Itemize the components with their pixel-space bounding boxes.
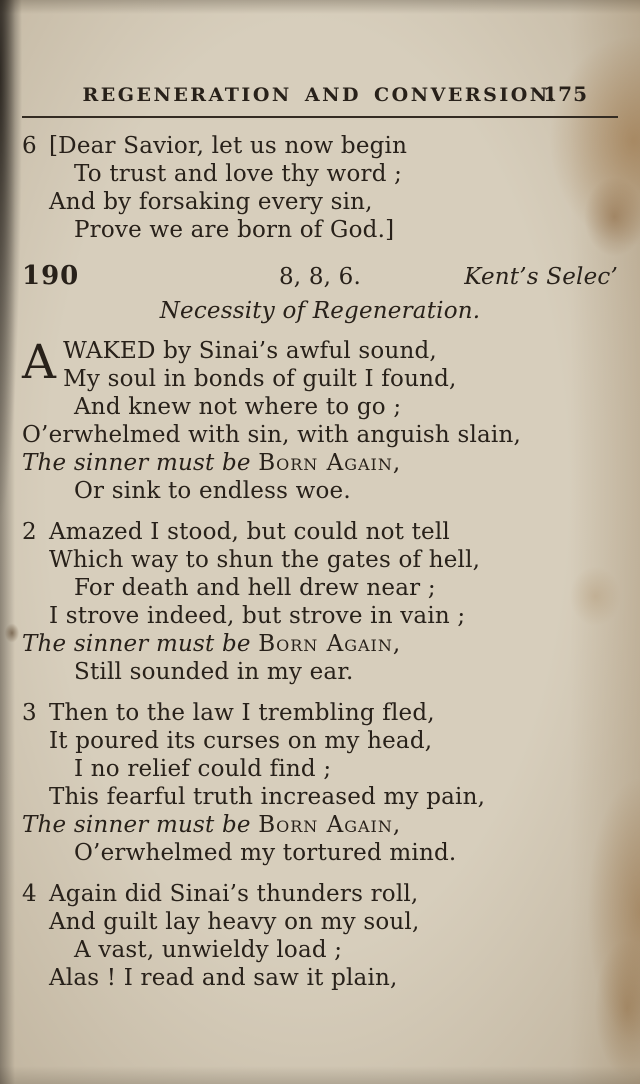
drop-cap: A bbox=[22, 335, 57, 390]
verse-text-segment: Alas ! I read and saw it plain, bbox=[49, 965, 398, 991]
verse-text-segment: Born Again, bbox=[258, 631, 402, 657]
hymn-number: 190 bbox=[22, 261, 80, 291]
verse-text-segment: Born Again, bbox=[258, 450, 402, 476]
hymn-verse bbox=[22, 880, 618, 992]
verse-line bbox=[22, 811, 618, 839]
hymn-verses bbox=[22, 337, 618, 992]
verse-text-segment: The sinner must be bbox=[22, 450, 259, 476]
verse-text-segment: O’erwhelmed with sin, with anguish slain, bbox=[22, 422, 522, 448]
verse-line bbox=[22, 727, 618, 755]
verse-line bbox=[22, 839, 618, 867]
verse-text-segment: It poured its curses on my head, bbox=[49, 728, 433, 754]
verse-line bbox=[22, 574, 618, 602]
verse-text-segment: WAKED by Sinai’s awful sound, bbox=[63, 338, 437, 364]
hymn-verse bbox=[22, 337, 618, 505]
verse-text-segment: Amazed I stood, but could not tell bbox=[49, 519, 450, 545]
verse-text-segment: The sinner must be bbox=[22, 631, 259, 657]
verse-line bbox=[22, 216, 618, 244]
hymn-title: Necessity of Regeneration. bbox=[159, 298, 481, 324]
verse-line bbox=[22, 699, 618, 727]
verse-text-segment: Then to the law I trembling fled, bbox=[49, 700, 435, 726]
verse-line bbox=[22, 337, 618, 365]
verse-line bbox=[22, 783, 618, 811]
verse-text-segment: And by forsaking every sin, bbox=[49, 189, 373, 215]
carryover-verse-container bbox=[22, 132, 618, 244]
verse-line bbox=[22, 658, 618, 686]
verse-line bbox=[22, 908, 618, 936]
running-head bbox=[22, 84, 618, 118]
hymn-verse bbox=[22, 518, 618, 686]
verse-text-segment: Prove we are born of God.] bbox=[74, 217, 395, 243]
verse-text-segment: I strove indeed, but strove in vain ; bbox=[49, 603, 466, 629]
verse-number: 4 bbox=[22, 881, 37, 907]
hymn-verse bbox=[22, 132, 618, 244]
verse-text-segment: A vast, unwieldy load ; bbox=[74, 937, 343, 963]
verse-text-segment: To trust and love thy word ; bbox=[74, 161, 403, 187]
verse-line bbox=[22, 477, 618, 505]
page-number: 175 bbox=[543, 82, 588, 106]
verse-line bbox=[22, 964, 618, 992]
verse-line bbox=[22, 449, 618, 477]
verse-number: 2 bbox=[22, 519, 37, 545]
hymn-source: Kent’s Selec’ bbox=[464, 264, 618, 290]
verse-line bbox=[22, 880, 618, 908]
hymn-verse bbox=[22, 699, 618, 867]
hymn-meter: 8, 8, 6. bbox=[278, 264, 362, 290]
verse-text-segment: Which way to shun the gates of hell, bbox=[49, 547, 481, 573]
verse-text-segment: Again did Sinai’s thunders roll, bbox=[49, 881, 419, 907]
verse-text-segment: Still sounded in my ear. bbox=[74, 659, 354, 685]
verse-line bbox=[22, 518, 618, 546]
hymn-header bbox=[22, 262, 618, 291]
verse-line bbox=[22, 421, 618, 449]
verse-text-segment: [Dear Savior, let us now begin bbox=[49, 133, 408, 159]
verse-line bbox=[22, 365, 618, 393]
verse-line bbox=[22, 546, 618, 574]
verse-text-segment: And guilt lay heavy on my soul, bbox=[49, 909, 420, 935]
verse-text-segment: This fearful truth increased my pain, bbox=[49, 784, 486, 810]
verse-number: 6 bbox=[22, 133, 37, 159]
verse-text-segment: I no relief could find ; bbox=[74, 756, 332, 782]
verse-text-segment: And knew not where to go ; bbox=[74, 394, 402, 420]
verse-line bbox=[22, 630, 618, 658]
verse-text-segment: For death and hell drew near ; bbox=[74, 575, 436, 601]
verse-text-segment: My soul in bonds of guilt I found, bbox=[63, 366, 457, 392]
verse-line bbox=[22, 755, 618, 783]
verse-line bbox=[22, 188, 618, 216]
verse-line bbox=[22, 132, 618, 160]
verse-line bbox=[22, 936, 618, 964]
verse-text-segment: The sinner must be bbox=[22, 812, 259, 838]
verse-number: 3 bbox=[22, 700, 37, 726]
verse-line bbox=[22, 393, 618, 421]
verse-line bbox=[22, 160, 618, 188]
verse-text-segment: Born Again, bbox=[258, 812, 402, 838]
verse-line bbox=[22, 602, 618, 630]
verse-text-segment: O’erwhelmed my tortured mind. bbox=[74, 840, 457, 866]
verse-text-segment: Or sink to endless woe. bbox=[74, 478, 351, 504]
running-title: REGENERATION AND CONVERSION. bbox=[82, 84, 558, 106]
